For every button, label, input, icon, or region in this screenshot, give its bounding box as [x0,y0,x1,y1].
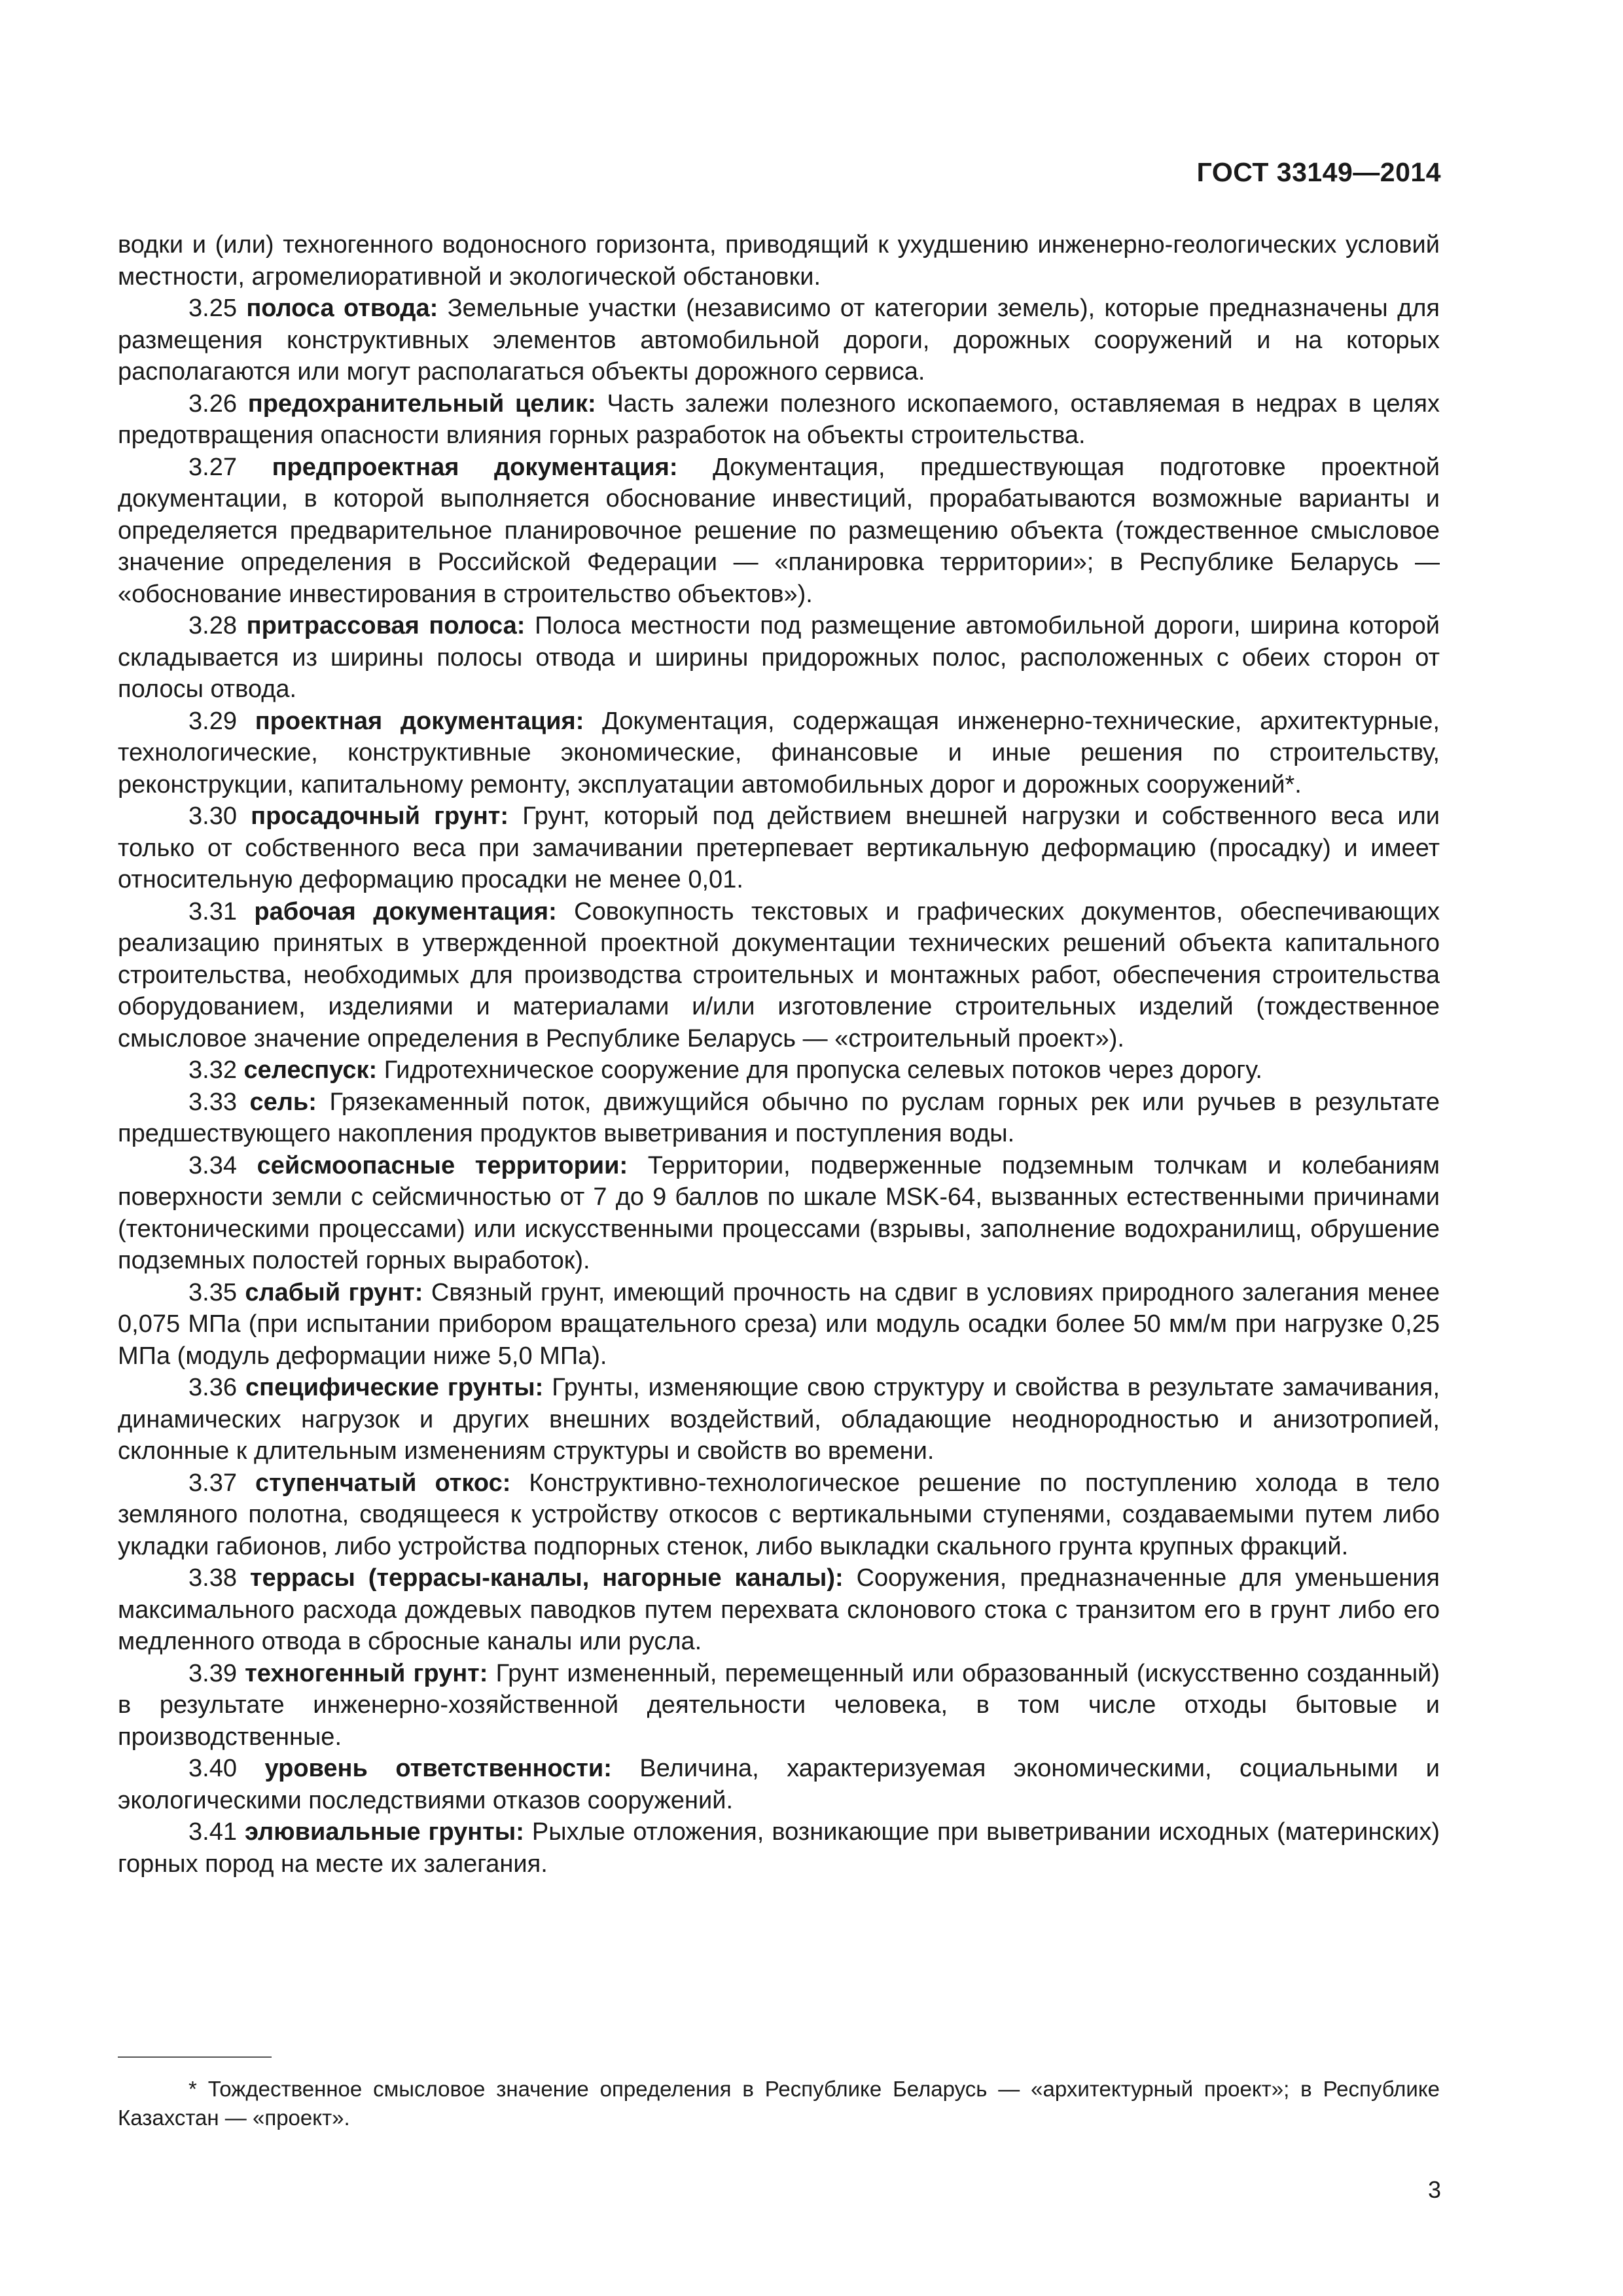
term-name: селеспуск: [243,1056,378,1084]
term-paragraph [118,1658,1440,1753]
term-name: техногенный грунт: [245,1659,488,1687]
terms-list [118,293,1440,1880]
term-name: элювиальные грунты: [245,1818,524,1846]
term-number: 3.39 [188,1659,237,1687]
term-paragraph [118,1372,1440,1467]
term-name: уровень ответственности: [264,1755,612,1782]
term-paragraph [118,1753,1440,1816]
footnote: * Тождественное смысловое значение определения в Республике Беларусь — «архитектурный проект»; в Республике Казахстан — «проект». [118,2077,1440,2130]
term-number: 3.36 [188,1374,237,1401]
term-paragraph [118,1467,1440,1563]
term-paragraph [118,896,1440,1055]
term-name: террасы (террасы-каналы, нагорные каналы): [249,1564,844,1592]
term-paragraph [118,388,1440,452]
term-paragraph [118,1054,1440,1086]
term-number: 3.27 [188,453,237,481]
term-number: 3.29 [188,707,237,735]
term-name: притрассовая полоса: [246,612,526,639]
term-number: 3.31 [188,897,237,925]
term-definition: Гидротехническое сооружение для пропуска селевых потоков через дорогу. [383,1056,1262,1084]
term-definition: Земельные участки (независимо от категории земель), которые предназначены для размещения конструктивных элементов автомобильной дороги, дорожных сооружений и на которых располагаются или могут располагаться объекты дорожного сервиса. [118,295,1440,386]
term-name: просадочный грунт: [251,802,509,830]
term-definition: Связный грунт, имеющий прочность на сдвиг в условиях природного залегания менее 0,075 МПа (при испытании прибором вращательного среза) или модуль осадки более 50 мм/м при нагрузке 0,25 МПа (модуль деформации ниже 5,0 МПа). [118,1278,1440,1370]
term-paragraph [118,293,1440,388]
term-number: 3.40 [188,1755,237,1782]
term-name: ступенчатый откос: [255,1469,511,1497]
term-number: 3.41 [188,1818,237,1846]
term-name: рабочая документация: [254,897,557,925]
term-name: сель: [249,1088,317,1116]
term-paragraph [118,706,1440,801]
term-definition: Конструктивно-технологическое решение по поступлению холода в тело земляного полотна, сводящееся к устройству откосов с вертикальными ступенями, создаваемыми путем либо укладки габионов, либо устройства подпорных стенок, либо выкладки скального грунта крупных фракций. [118,1469,1440,1560]
term-definition: Грунт измененный, перемещенный или образованный (искусственно созданный) в результате инженерно-хозяйственной деятельности человека, в том числе отходы бытовые и производственные. [118,1659,1440,1751]
page-number: 3 [1427,2176,1441,2203]
term-name: предпроектная документация: [272,453,678,481]
term-definition: Рыхлые отложения, возникающие при выветривании исходных (материнских) горных пород на месте их залегания. [118,1818,1440,1878]
document-code-header: ГОСТ 33149—2014 [1196,157,1441,187]
term-definition: Грунты, изменяющие свою структуру и свойства в результате замачивания, динамических нагрузок и других внешних воздействий, обладающие неоднородностью и анизотропией, склонные к длительным изменениям структуры и свойств во времени. [118,1374,1440,1465]
term-number: 3.28 [188,612,237,639]
term-definition: Полоса местности под размещение автомобильной дороги, ширина которой складывается из ширины полосы отвода и ширины придорожных полос, расположенных с обеих сторон от полосы отвода. [118,612,1440,703]
term-number: 3.33 [188,1088,237,1116]
term-definition: Документация, содержащая инженерно-технические, архитектурные, технологические, конструктивные экономические, финансовые и иные решения по строительству, реконструкции, капитальному ремонту, эксплуатации автомобильных дорог и дорожных сооружений*. [118,707,1440,798]
term-definition: Часть залежи полезного ископаемого, оставляемая в недрах в целях предотвращения опасности влияния горных разработок на объекты строительства. [118,389,1440,449]
term-number: 3.30 [188,802,237,830]
term-paragraph [118,1277,1440,1372]
term-definition: Грязекаменный поток, движущийся обычно по руслам горных рек или ручьев в результате предшествующего накопления продуктов выветривания и поступления воды. [118,1088,1440,1147]
term-name: полоса отвода: [246,295,438,322]
term-name: специфические грунты: [245,1374,544,1401]
term-paragraph [118,1086,1440,1150]
term-paragraph [118,1816,1440,1880]
term-number: 3.34 [188,1151,237,1179]
term-number: 3.26 [188,389,237,418]
document-body [118,229,1440,1880]
term-number: 3.37 [188,1469,237,1497]
term-definition: Совокупность текстовых и графических документов, обеспечивающих реализацию принятых в утвержденной проектной документации технических решений объекта капитального строительства, необходимых для производства строительных и монтажных работ, обеспечения строительства оборудованием, изделиями и материалами и/или изготовление строительных изделий (тождественное смысловое значение определения в Республике Беларусь — «строительный проект»). [118,897,1440,1052]
term-paragraph [118,1562,1440,1658]
term-definition: Величина, характеризуемая экономическими, социальными и экологическими последствиями отказов сооружений. [118,1755,1440,1814]
term-number: 3.38 [188,1564,237,1592]
term-paragraph [118,452,1440,611]
term-paragraph [118,800,1440,896]
term-name: слабый грунт: [245,1278,423,1306]
term-name: сейсмоопасные территории: [257,1151,628,1179]
term-name: предохранительный целик: [247,389,596,418]
term-definition: Грунт, который под действием внешней нагрузки и собственного веса или только от собственного веса при замачивании претерпевает вертикальную деформацию (просадку) и имеет относительную деформацию просадки не менее 0,01. [118,802,1440,893]
continuation-paragraph: водки и (или) техногенного водоносного горизонта, приводящий к ухудшению инженерно-геологических условий местности, агромелиоративной и экологической обстановки. [118,231,1440,291]
term-number: 3.35 [188,1278,237,1306]
term-definition: Территории, подверженные подземным толчкам и колебаниям поверхности земли с сейсмичностью от 7 до 9 баллов по шкале MSK-64, вызванных естественными причинами (тектоническими процессами) или искусственными процессами (взрывы, заполнение водохранилищ, обрушение подземных полостей горных выработок). [118,1151,1440,1274]
term-name: проектная документация: [255,707,584,735]
term-paragraph [118,610,1440,706]
term-definition: Сооружения, предназначенные для уменьшения максимального расхода дождевых паводков путем перехвата склонового стока с транзитом его в грунт либо его медленного отвода в сбросные каналы или русла. [118,1564,1440,1655]
term-number: 3.32 [188,1056,237,1084]
term-paragraph [118,1150,1440,1277]
term-definition: Документация, предшествующая подготовке проектной документации, в которой выполняется обоснование инвестиций, прорабатываются возможные варианты и определяется предварительное планировочное решение по размещению объекта (тождественное смысловое значение определения в Российской Федерации — «планировка территории»; в Республике Беларусь — «обоснование инвестирования в строительство объектов»). [118,453,1440,608]
footnote-divider [118,2056,272,2058]
term-number: 3.25 [188,295,237,322]
